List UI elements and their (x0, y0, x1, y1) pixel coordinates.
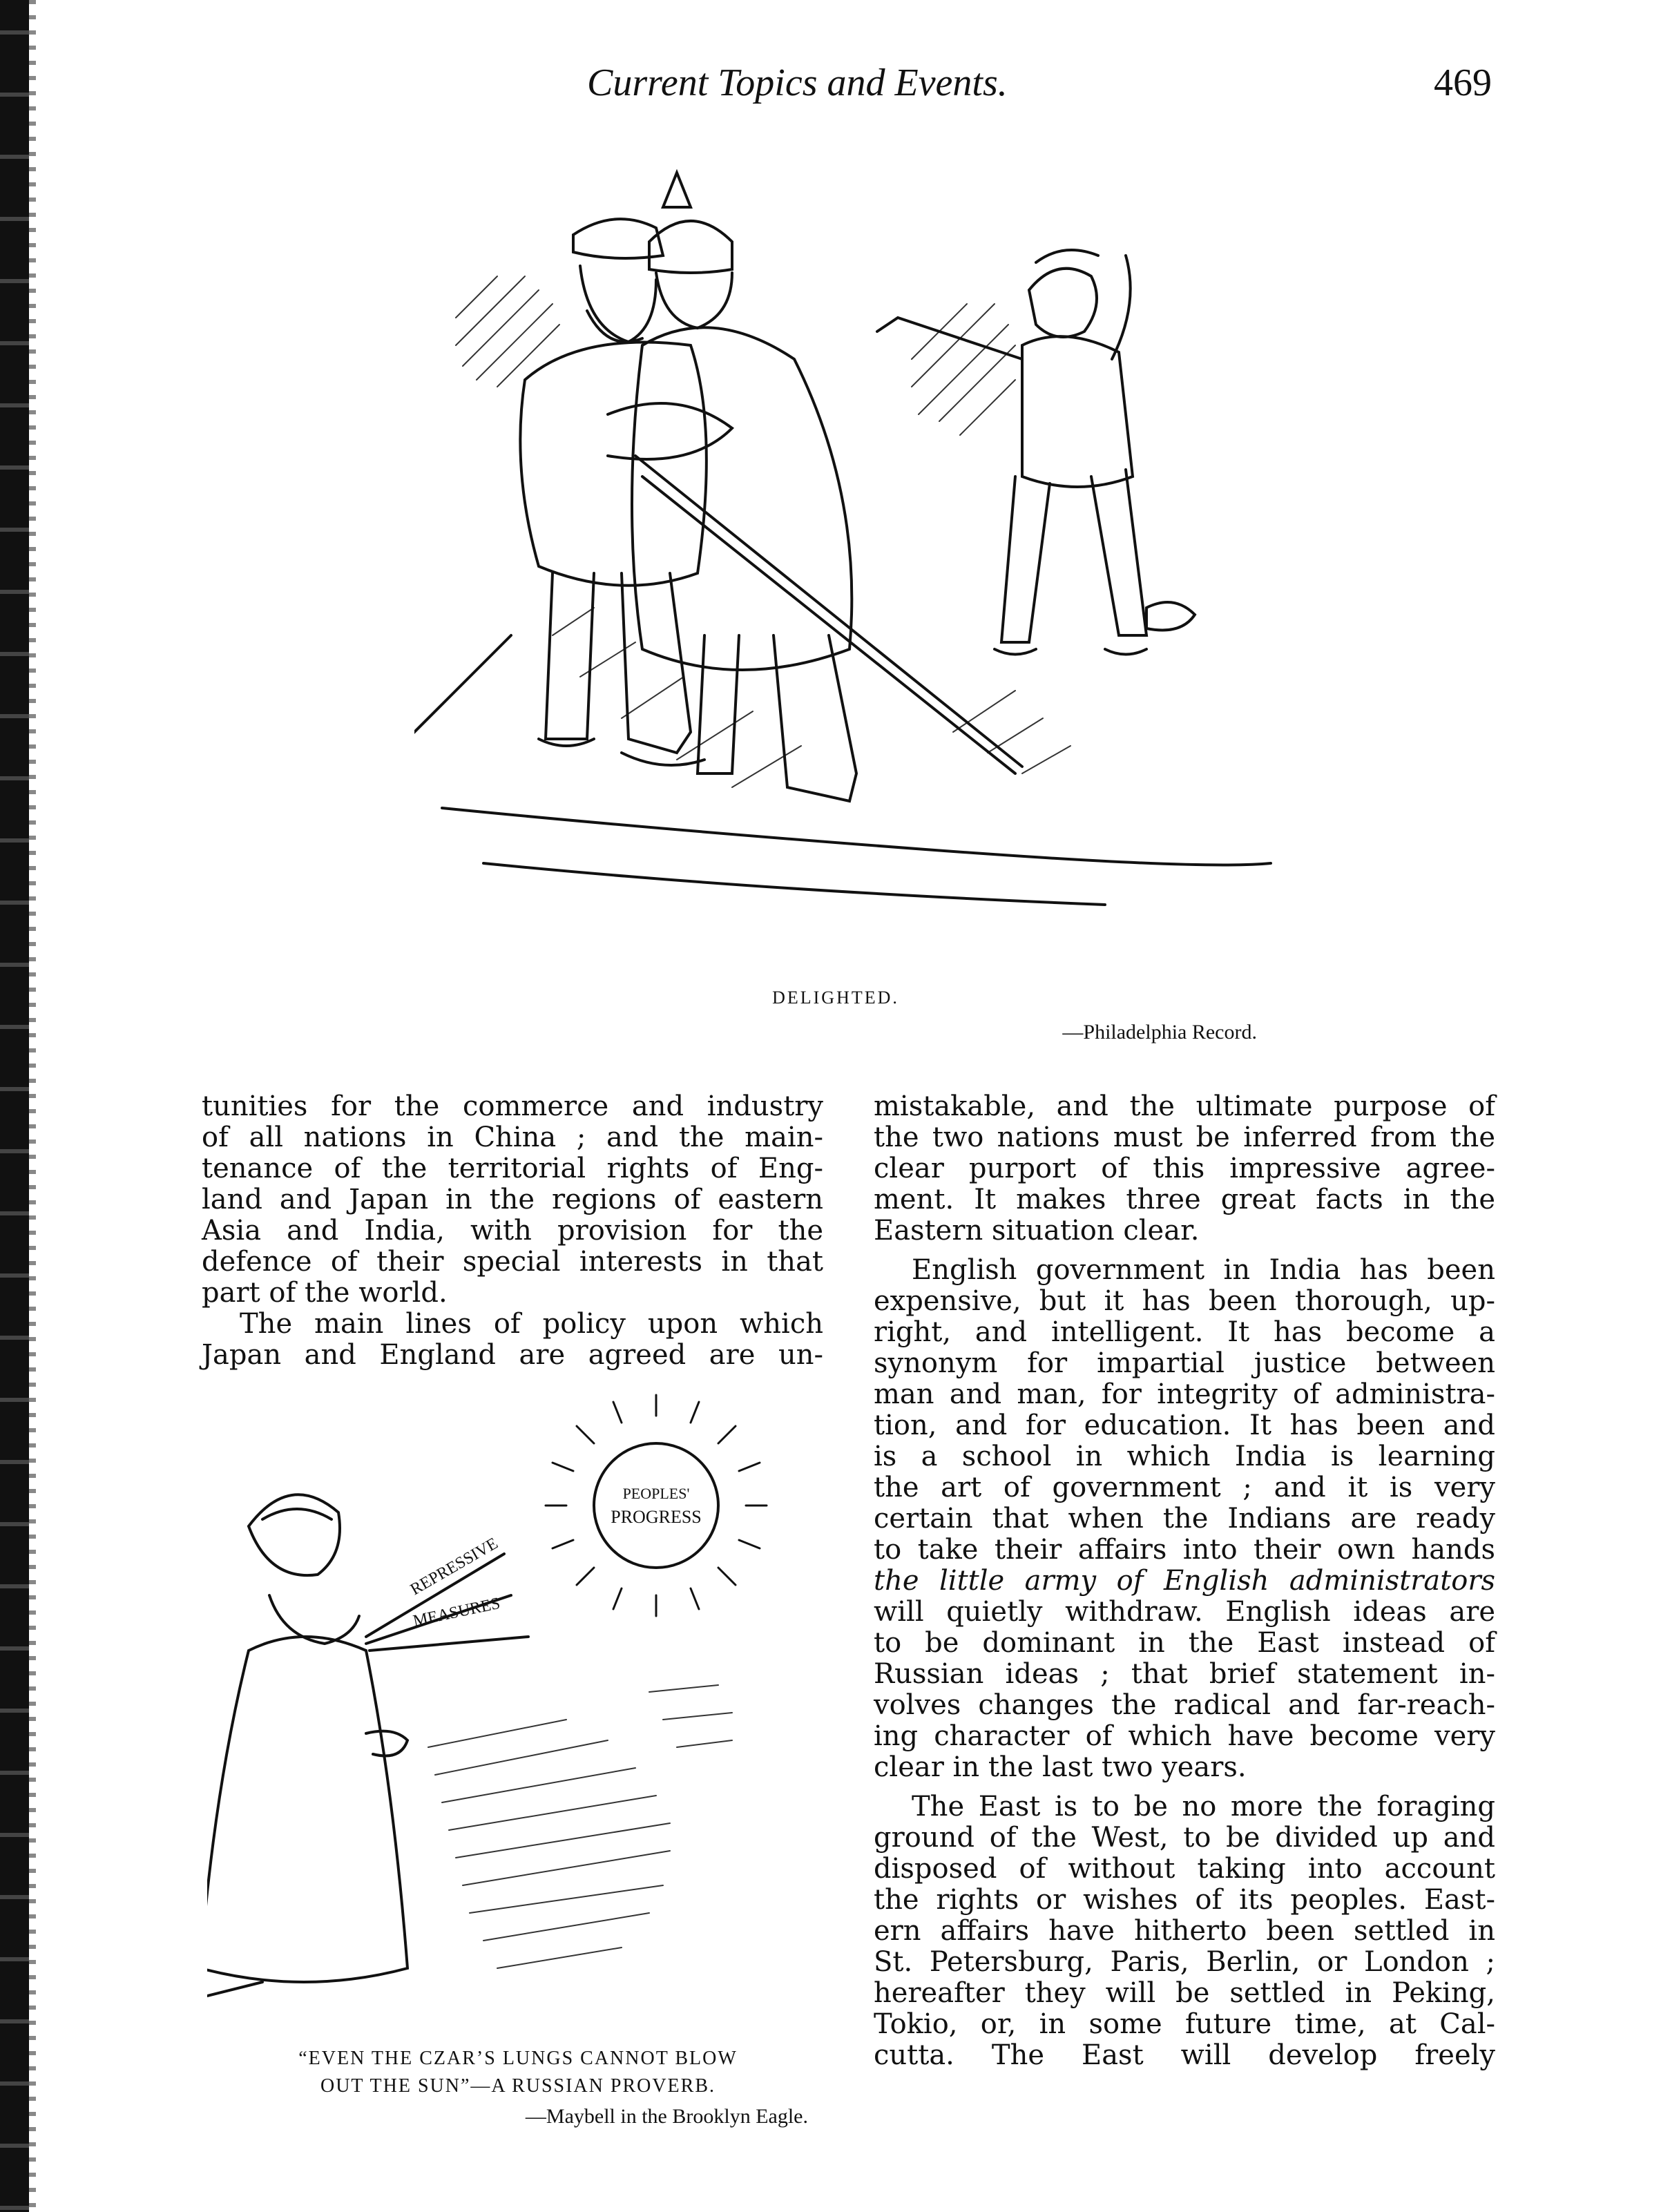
text-line: tunities for the commerce and industry (202, 1090, 823, 1122)
svg-text:REPRESSIVE: REPRESSIVE (407, 1534, 501, 1599)
text-line: ground of the West, to be divided up and (874, 1822, 1495, 1854)
text-line: right, and intelligent. It has become a (874, 1316, 1495, 1348)
text-line: to take their affairs into their own hands (874, 1534, 1495, 1566)
text-line: is a school in which India is learning (874, 1441, 1495, 1472)
left-paragraph-2 (202, 1309, 823, 1371)
text-line: part of the world. (202, 1277, 448, 1309)
text-line: tenance of the territorial rights of Eng- (202, 1153, 823, 1184)
right-paragraph-1 (874, 1091, 1495, 1247)
text-line: mistakable, and the ultimate purpose of (874, 1090, 1495, 1122)
cartoon-czar-sun-illustration (207, 1388, 815, 2023)
cartoon-delighted (414, 152, 1285, 967)
text-line: Russian ideas ; that brief statement in- (874, 1658, 1495, 1690)
right-column (874, 1091, 1495, 2071)
text-line: ment. It makes three great facts in the (874, 1184, 1495, 1215)
text-line: to be dominant in the East instead of (874, 1627, 1495, 1659)
top-cartoon-caption: DELIGHTED. (772, 988, 899, 1008)
svg-text:PROGRESS: PROGRESS (611, 1507, 702, 1527)
right-paragraph-2 (874, 1255, 1495, 1783)
right-paragraph-3 (874, 1791, 1495, 2071)
text-line: cutta. The East will develop freely (874, 2039, 1495, 2071)
text-line: ern affairs have hitherto been settled in (874, 1915, 1495, 1947)
text-line: the art of government ; and it is very (874, 1472, 1495, 1503)
cartoon-czar-sun (207, 1388, 815, 2023)
page-number: 469 (1434, 61, 1492, 104)
text-line: synonym for impartial justice between (874, 1347, 1495, 1379)
text-line: expensive, but it has been thorough, up- (874, 1285, 1495, 1317)
text-line: Japan and England are agreed are un- (202, 1339, 823, 1371)
svg-text:PEOPLES': PEOPLES' (622, 1485, 690, 1502)
text-line: land and Japan in the regions of eastern (202, 1184, 823, 1215)
text-line: St. Petersburg, Paris, Berlin, or London ; (874, 1946, 1495, 1978)
left-column (202, 1091, 823, 1371)
text-line: certain that when the Indians are ready (874, 1503, 1495, 1535)
text-line: clear in the last two years. (874, 1751, 1247, 1783)
left-paragraph-1 (202, 1091, 823, 1309)
text-line: English government in India has been (912, 1254, 1495, 1286)
top-cartoon-credit: —Philadelphia Record. (1062, 1021, 1257, 1044)
text-line: the rights or wishes of its peoples. East- (874, 1884, 1495, 1916)
text-line: tion, and for education. It has been and (874, 1410, 1495, 1441)
running-header: Current Topics and Events. (587, 61, 1008, 104)
text-line: Tokio, or, in some future time, at Cal- (874, 2008, 1495, 2040)
text-line: Asia and India, with provision for the (202, 1215, 823, 1247)
page-binding-edge (0, 0, 29, 2212)
text-line: ing character of which have become very (874, 1720, 1495, 1752)
text-line: will quietly withdraw. English ideas are (874, 1596, 1495, 1628)
text-line: Eastern situation clear. (874, 1215, 1200, 1247)
text-line: The East is to be no more the foraging (912, 1791, 1495, 1823)
text-line: volves changes the radical and far-reach- (874, 1689, 1495, 1721)
cartoon-delighted-illustration (414, 152, 1285, 967)
text-line: of all nations in China ; and the main- (202, 1122, 823, 1153)
text-line: the little army of English administrators (874, 1565, 1495, 1597)
svg-text:MEASURES: MEASURES (411, 1594, 502, 1631)
text-line: the two nations must be inferred from the (874, 1122, 1495, 1153)
text-line: The main lines of policy upon which (240, 1308, 823, 1340)
text-line: defence of their special interests in that (202, 1246, 823, 1278)
text-line: disposed of without taking into account (874, 1853, 1495, 1885)
text-line: hereafter they will be settled in Peking, (874, 1977, 1495, 2009)
bottom-cartoon-caption-line-1: “EVEN THE CZAR’S LUNGS CANNOT BLOW (298, 2048, 738, 2069)
text-line: man and man, for integrity of administra- (874, 1378, 1495, 1410)
text-line: clear purport of this impressive agree- (874, 1153, 1495, 1184)
bottom-cartoon-credit: —Maybell in the Brooklyn Eagle. (525, 2105, 808, 2128)
bottom-cartoon-caption-line-2: OUT THE SUN”—A RUSSIAN PROVERB. (320, 2075, 716, 2097)
